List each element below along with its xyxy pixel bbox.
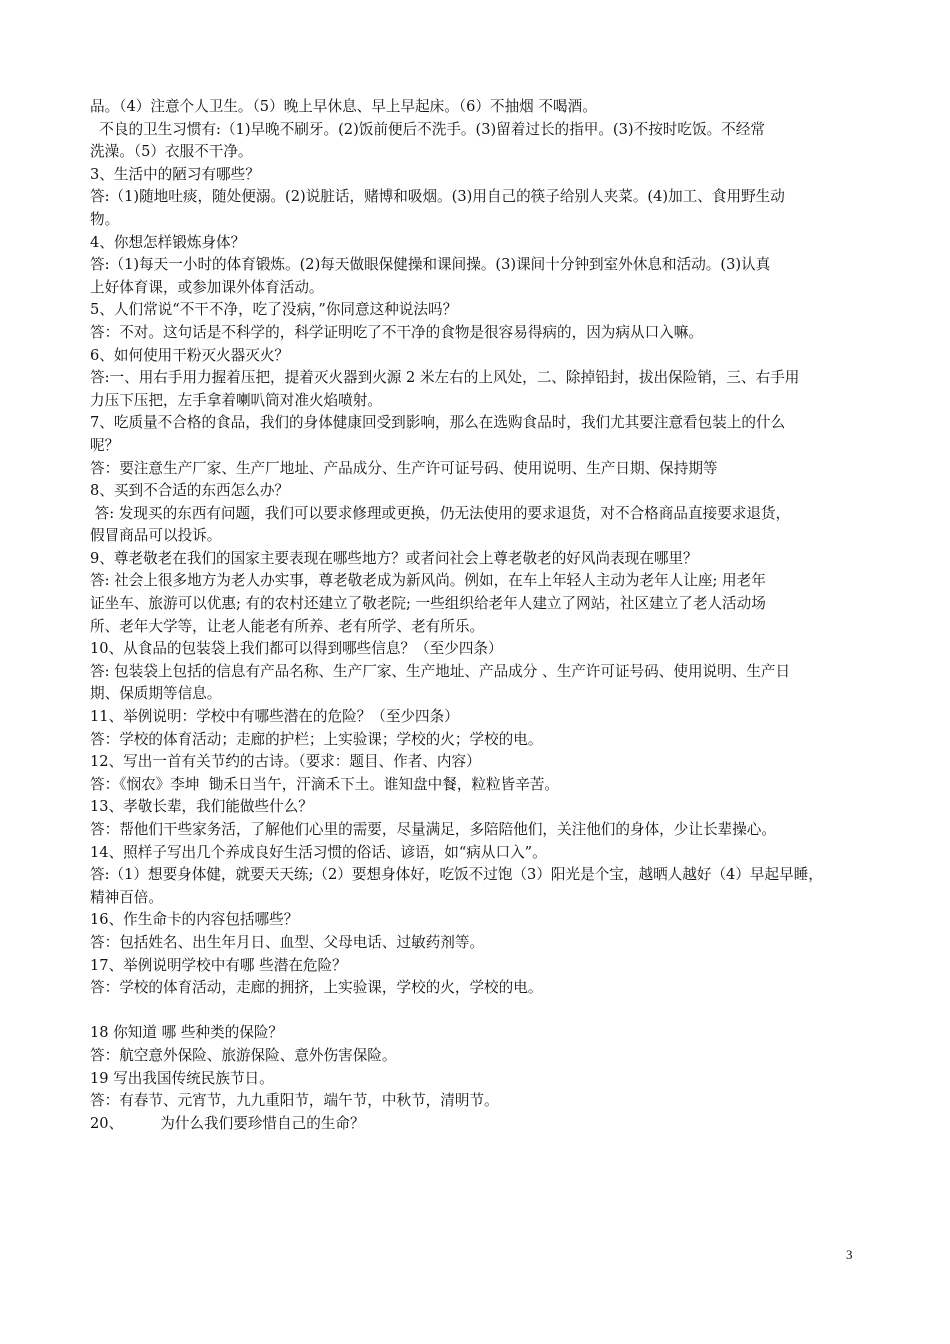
text-line: 品。（4）注意个人卫生。（5）晚上早休息、早上早起床。（6）不抽烟 不喝酒。 — [90, 98, 597, 115]
text-line: 答：《悯农》李坤 锄禾日当午，汗滴禾下土。谁知盘中餐，粒粒皆辛苦。 — [90, 775, 559, 793]
text-line: 答:（1)随地吐痰，随处便溺。(2)说脏话，赌博和吸烟。(3)用自己的筷子给别人夹菜。(4)加工、食用野生动 — [90, 188, 785, 206]
text-line: 假冒商品可以投诉。 — [90, 527, 222, 545]
text-line: 11、举例说明：学校中有哪些潜在的危险？（至少四条） — [90, 708, 459, 726]
text-line: 8、买到不合适的东西怎么办？ — [90, 482, 290, 500]
text-line: 9、尊老敬老在我们的国家主要表现在哪些地方？或者问社会上尊老敬老的好风尚表现在哪里？ — [90, 549, 698, 567]
text-line: 答：航空意外保险、旅游保险、意外伤害保险。 — [90, 1046, 397, 1064]
text-line: 不良的卫生习惯有:（1)早晚不刷牙。(2)饭前便后不洗手。(3)留着过长的指甲。(3)不按时吃饭。不经常 — [90, 120, 765, 138]
text-line: 答：帮他们干些家务活，了解他们心里的需要，尽量满足，多陪陪他们，关注他们的身体，少让长辈操心。 — [90, 821, 776, 838]
text-line: 答: 发现买的东西有问题，我们可以要求修理或更换，仍无法使用的要求退货，对不合格商品直接要求退货， — [90, 504, 791, 522]
text-line: 答：学校的体育活动；走廊的护栏；上实验课；学校的火；学校的电。 — [90, 730, 543, 748]
text-line: 所、老年大学等，让老人能老有所养、老有所学、老有所乐。 — [90, 617, 485, 635]
text-line: 物。 — [90, 210, 120, 228]
text-line: 答：学校的体育活动，走廊的拥挤，上实验课，学校的火，学校的电。 — [90, 979, 543, 997]
text-line: 期、保质期等信息。 — [90, 685, 222, 703]
text-line: 答：要注意生产厂家、生产厂地址、产品成分、生产许可证号码、使用说明、生产日期、保持期等 — [90, 459, 718, 477]
text-line: 14、照样子写出几个养成良好生活习惯的俗话、谚语，如“病从口入”。 — [90, 843, 547, 861]
text-line: 12、写出一首有关节约的古诗。（要求：题目、作者、内容） — [90, 753, 481, 771]
text-line: 答:（1)每天一小时的体育锻炼。(2)每天做眼保健操和课间操。(3)课间十分钟到室外休息和活动。(3)认真 — [90, 256, 771, 274]
text-line: 6、如何使用干粉灭火器灭火？ — [90, 346, 290, 364]
text-line: 答: 包装袋上包括的信息有产品名称、生产厂家、生产地址、产品成分 、生产许可证号码、使用说明、生产日 — [90, 662, 791, 680]
text-line: 洗澡。（5）衣服不干净。 — [90, 143, 253, 161]
text-line: 7、吃质量不合格的食品，我们的身体健康回受到影响，那么在选购食品时，我们尤其要注意看包装上的什么 — [90, 414, 786, 432]
text-line: 证坐车、旅游可以优惠; 有的农村还建立了敬老院; 一些组织给老年人建立了网站，社区建立了老人活动场 — [90, 595, 766, 613]
text-line: 答：包括姓名、出生年月日、血型、父母电话、过敏药剂等。 — [90, 933, 485, 951]
text-line: 3、生活中的陋习有哪些？ — [90, 165, 260, 183]
text-line: 19 写出我国传统民族节日。 — [90, 1069, 274, 1087]
text-line: 16、作生命卡的内容包括哪些？ — [90, 911, 299, 929]
text-line: 上好体育课，或参加课外体育活动。 — [90, 278, 324, 296]
text-line: 17、举例说明学校中有哪 些潜在危险？ — [90, 956, 347, 974]
document-body — [90, 96, 860, 1135]
text-line: 5、人们常说“不干不净，吃了没病，”你同意这种说法吗？ — [90, 301, 458, 319]
text-line: 答:一、用右手用力握着压把，提着灭火器到火源 2 米左右的上风处，二、除掉铅封，拔出保险销，三、右手用 — [90, 369, 800, 387]
text-line: 20、 为什么我们要珍惜自己的生命？ — [90, 1114, 365, 1132]
text-line: 答: 社会上很多地方为老人办实事，尊老敬老成为新风尚。例如，在车上年轻人主动为老年人让座; 用老年 — [90, 572, 766, 590]
text-line: 18 你知道 哪 些种类的保险？ — [90, 1024, 284, 1042]
text-line: 13、孝敬长辈，我们能做些什么？ — [90, 798, 313, 816]
text-line: 答：不对。这句话是不科学的，科学证明吃了不干净的食物是很容易得病的，因为病从口入嘛。 — [90, 323, 703, 341]
text-line: 答：有春节、元宵节，九九重阳节，端午节，中秋节，清明节。 — [90, 1092, 499, 1110]
text-line: 力压下压把，左手拿着喇叭筒对准火焰喷射。 — [90, 391, 382, 409]
text-line: 答:（1）想要身体健，就要天天练;（2）要想身体好，吃饭不过饱（3）阳光是个宝，越晒人越好（4）早起早睡， — [90, 866, 823, 884]
blank-line — [90, 1000, 860, 1023]
text-line: 精神百倍。 — [90, 888, 163, 906]
text-line: 呢？ — [90, 436, 120, 454]
text-line: 10、从食品的包装袋上我们都可以得到哪些信息？（至少四条） — [90, 640, 503, 658]
page-number: 3 — [846, 1247, 853, 1262]
text-line: 4、你想怎样锻炼身体？ — [90, 233, 246, 251]
